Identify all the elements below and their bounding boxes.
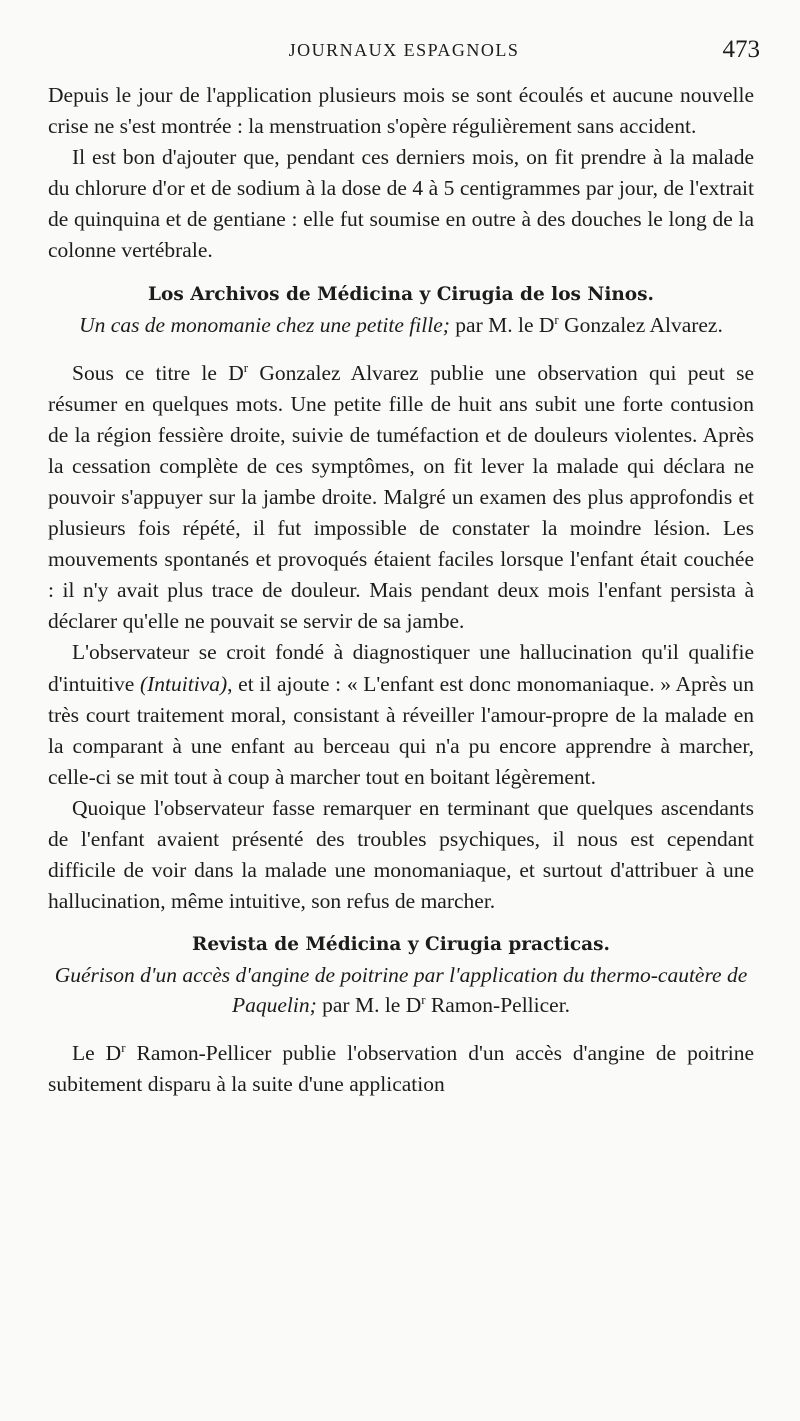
running-header — [48, 36, 760, 66]
article-title-author: Gonzalez Alvarez. — [558, 312, 723, 337]
article-title-angine-author: Ramon-Pellicer. — [425, 993, 571, 1018]
running-title: JOURNAUX ESPAGNOLS — [288, 40, 520, 60]
paragraph-2: Il est bon d'ajouter que, pendant ces derniers mois, on fit prendre à la malade du chlorure d'or et de sodium à la dose de 4 à 5 centigrammes par jour, de l'extrait de quinquina et de gentiane : elle fut soumise en outre à des douches le long de la colonne vertébrale. — [48, 145, 754, 263]
paragraph-6-sup: r — [121, 1041, 126, 1056]
paragraph-4 — [48, 637, 754, 792]
section-heading-archivos: Los Archivos de Médicina y Cirugia de los Ninos. — [147, 283, 654, 305]
article-title-monomanie — [48, 310, 754, 340]
paragraph-6-rest: Ramon-Pellicer publie l'observation d'un accès d'angine de poitrine subitement disparu à la suite d'une application — [48, 1041, 755, 1097]
paragraph-3-sup: r — [243, 360, 249, 375]
article-title-angine-by: par M. le D — [316, 993, 422, 1018]
body-text — [48, 80, 754, 1100]
article-title-italic: Un cas de monomanie chez une petite fille; — [79, 312, 450, 337]
paragraph-4-start: L'observateur se croit fondé à diagnostiquer une hallucination qu'il qualifie d'intuitive — [48, 640, 754, 696]
paragraph-4-rest: , et il ajoute : « L'enfant est donc monomaniaque. » Après un très court traitement moral, consistant à réveiller l'amour-propre de la malade en la comparant à une enfant au berceau qui n'a pu encore apprendre à marcher, celle-ci se mit tout à coup à marcher tout en boitant légèrement. — [48, 671, 754, 789]
article-title-angine-sup: r — [421, 993, 426, 1008]
article-title-angine — [48, 960, 754, 1020]
paragraph-3 — [48, 358, 754, 638]
paragraph-3-start: Sous ce titre le D — [72, 360, 244, 385]
article-title-sup: r — [554, 312, 559, 327]
paragraph-6 — [48, 1038, 754, 1100]
section-heading-revista: Revista de Médicina y Cirugia practicas. — [192, 934, 610, 956]
page-number: 473 — [722, 36, 760, 63]
paragraph-1: Depuis le jour de l'application plusieurs mois se sont écoulés et aucune nouvelle crise ne s'est montrée : la menstruation s'opère régulièrement sans accident. — [48, 83, 754, 139]
paragraph-3-rest: Gonzalez Alvarez publie une observation qui peut se résumer en quelques mots. Une petite fille de huit ans subit une forte contusion de la région fessière droite, suivie de tuméfaction et de douleurs violentes. Après la cessation complète de ces symptômes, on fit lever la malade qui déclara ne pouvoir s'appuyer sur la jambe droite. Malgré un examen des plus approfondis et plusieurs fois répété, il fut impossible de constater la moindre lésion. Les mouvements spontanés et provoqués étaient faciles lorsque l'enfant était couchée : il n'y avait plus trace de douleur. Mais pendant deux mois l'enfant persista à déclarer qu'elle ne pouvait se servir de sa jambe. — [48, 360, 754, 634]
article-title-by: par M. le D — [449, 312, 555, 337]
paragraph-6-start: Le D — [72, 1041, 122, 1066]
paragraph-4-italic: (Intuitiva) — [139, 671, 228, 696]
article-title-angine-italic: Guérison d'un accès d'angine de poitrine par l'application du thermo-cautère de Paquelin; — [54, 963, 748, 1018]
paragraph-5: Quoique l'observateur fasse remarquer en terminant que quelques ascendants de l'enfant avaient présenté des troubles psychiques, il nous est cependant difficile de voir dans la malade une monomaniaque, et surtout d'attribuer à une hallucination, même intuitive, son refus de marcher. — [48, 795, 754, 914]
